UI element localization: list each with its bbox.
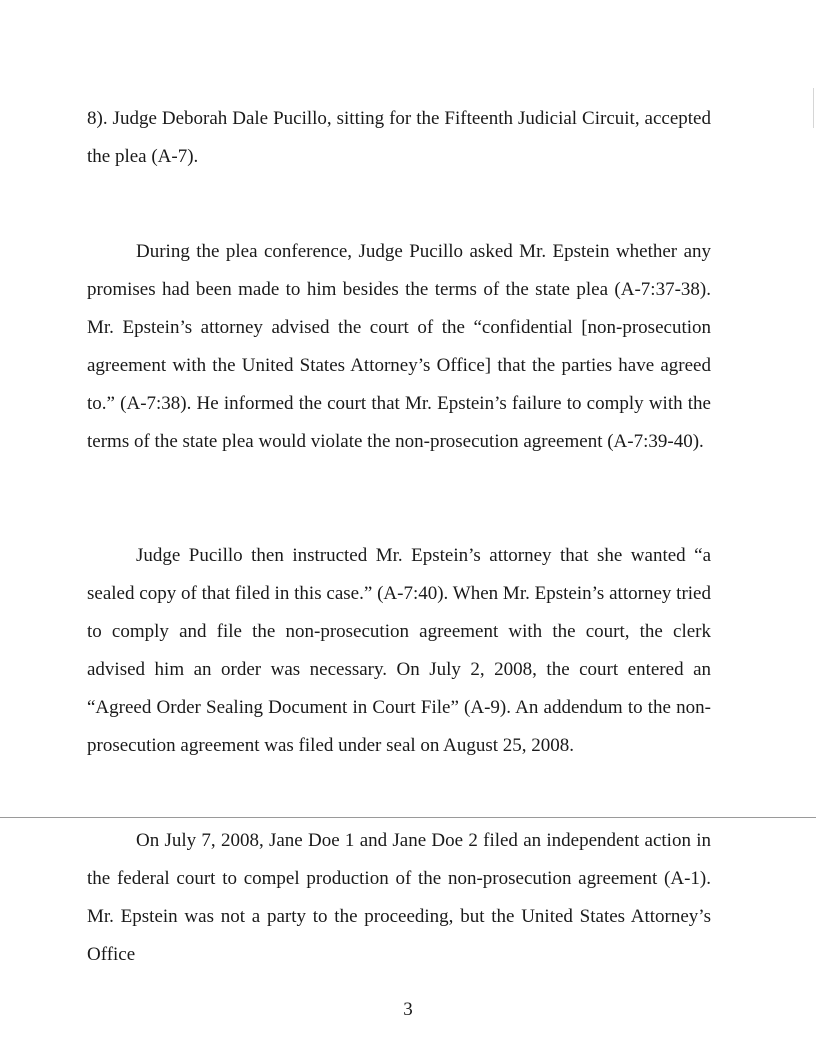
paragraph-continuation: 8). Judge Deborah Dale Pucillo, sitting for the Fifteenth Judicial Circuit, accepted the plea (A-7). bbox=[87, 108, 711, 167]
paragraph-plea-conference: During the plea conference, Judge Pucillo asked Mr. Epstein whether any promises had been made to him besides the terms of the state plea (A-7:37-38). Mr. Epstein’s attorney advised the court of the “confidential [non-prosecution agreement with the United States Attorney’s Office] that the parties have agreed to.” (A-7:38). He informed the court that Mr. Epstein’s failure to comply with the terms of the state plea would violate the non-prosecution agreement (A-7:39-40). bbox=[87, 241, 711, 452]
paragraph-independent-action: On July 7, 2008, Jane Doe 1 and Jane Doe 2 filed an independent action in the federal court to compel production of the non-prosecution agreement (A-1). Mr. Epstein was not a party to the proceeding, but the United States Attorney’s Office bbox=[87, 830, 711, 965]
scan-edge-mark bbox=[813, 88, 814, 128]
scan-divider-line bbox=[0, 817, 816, 818]
paragraph-sealed-copy: Judge Pucillo then instructed Mr. Epstein’s attorney that she wanted “a sealed copy of that filed in this case.” (A-7:40). When Mr. Epstein’s attorney tried to comply and file the non-prosecution agreement with the court, the clerk advised him an order was necessary. On July 2, 2008, the court entered an “Agreed Order Sealing Document in Court File” (A-9). An addendum to the non-prosecution agreement was filed under seal on August 25, 2008. bbox=[87, 545, 711, 756]
page-number: 3 bbox=[403, 999, 413, 1020]
